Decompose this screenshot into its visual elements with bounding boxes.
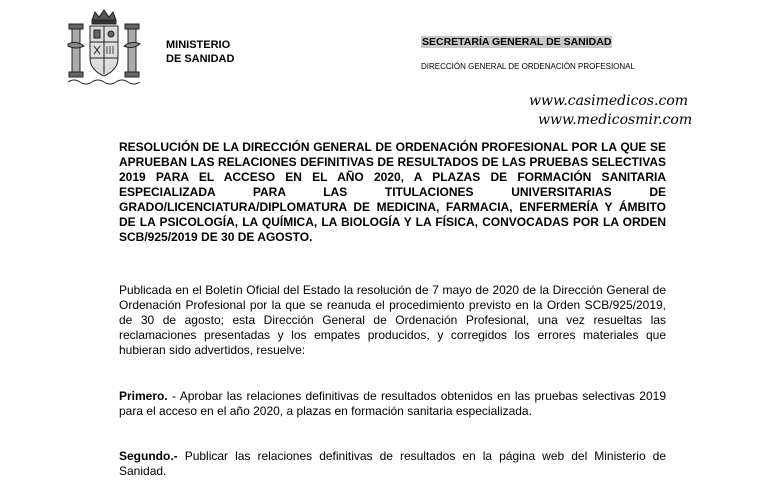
ministry-line-1: MINISTERIO bbox=[166, 39, 231, 51]
watermark-medicosmir: www.medicosmir.com bbox=[538, 112, 693, 128]
coat-of-arms-icon bbox=[64, 6, 144, 88]
segundo-label: Segundo.- bbox=[119, 449, 178, 463]
direccion-heading: DIRECCIÓN GENERAL DE ORDENACIÓN PROFESIONAL bbox=[421, 62, 635, 71]
document-title: RESOLUCIÓN DE LA DIRECCIÓN GENERAL DE ORDENACIÓN PROFESIONAL POR LA QUE SE APRUEBAN LAS RELACIONES DEFINITIVAS DE RESULTADOS DE LAS PRUEBAS SELECTIVAS 2019 PARA EL ACCESO EN EL AÑO 2020, A PLAZAS DE FORMACIÓN SANITARIA ESPECIALIZADA PARA LAS TITULACIONES UNIVERSITARIAS DE GRADO/LICENCIATURA/DIPLOMATURA DE MEDICINA, FARMACIA, ENFERMERÍA Y ÁMBITO DE LA PSICOLOGÍA, LA QUÍMICA, LA BIOLOGÍA Y LA FÍSICA, CONVOCADAS POR LA ORDEN SCB/925/2019 DE 30 DE AGOSTO. bbox=[119, 140, 666, 244]
ministry-line-2: DE SANIDAD bbox=[166, 53, 235, 65]
segundo-paragraph bbox=[119, 449, 666, 479]
primero-paragraph bbox=[119, 389, 666, 419]
watermark-casimedicos: www.casimedicos.com bbox=[529, 93, 689, 109]
primero-label: Primero. bbox=[119, 389, 168, 403]
primero-text: - Aprobar las relaciones definitivas de resultados obtenidos en las pruebas selectivas 2019 para el acceso en el año 2020, a plazas en formación sanitaria especializada. bbox=[119, 389, 666, 418]
secretaria-heading: SECRETARÍA GENERAL DE SANIDAD bbox=[422, 36, 612, 48]
intro-paragraph: Publicada en el Boletín Oficial del Estado la resolución de 7 mayo de 2020 de la Dirección General de Ordenación Profesional por la que se reanuda el procedimiento previsto en la Orden SCB/925/2019, de 30 de agosto; esta Dirección General de Ordenación Profesional, una vez resueltas las reclamaciones presentadas y los empates producidos, y corregidos los errores materiales que hubieran sido advertidos, resuelve: bbox=[119, 283, 666, 357]
segundo-text: Publicar las relaciones definitivas de resultados en la página web del Ministerio de Sanidad. bbox=[119, 449, 666, 478]
ministry-name bbox=[166, 38, 234, 66]
